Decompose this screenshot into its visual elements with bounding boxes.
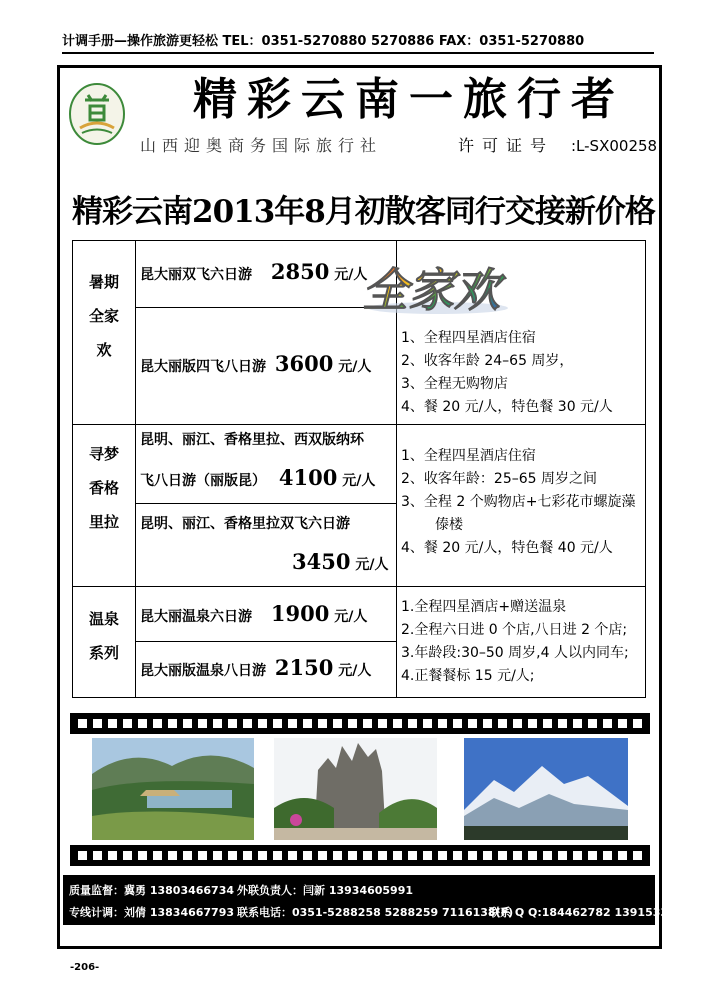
category-summer-family xyxy=(73,265,135,367)
route-name-cont: 飞八日游（丽版昆） xyxy=(140,473,266,489)
category-line: 寻梦 xyxy=(88,445,119,463)
license-label: 许可证号 xyxy=(458,136,555,155)
route-price: 2150 xyxy=(274,655,334,680)
contact-footer xyxy=(63,875,692,925)
feature-item: 1.全程四星酒店+赠送温泉 xyxy=(401,599,567,615)
category-hot-spring xyxy=(73,602,135,670)
agency-name: 山西迎奥商务国际旅行社 xyxy=(140,136,383,155)
feature-item: 2、收客年龄：25–65 周岁之间 xyxy=(401,471,597,487)
feature-item: 3.年龄段:30–50 周岁,4 人以内同车; xyxy=(401,645,629,661)
photo-strip xyxy=(70,735,650,845)
headline: 精彩云南2013年8月初散客同行交接新价格 xyxy=(72,194,655,230)
stone-forest-photo xyxy=(274,738,437,840)
feature-item: 2、收客年龄 24–65 周岁， xyxy=(401,353,574,369)
main-title: 精彩云南一旅行者 xyxy=(193,74,625,125)
features-group-1 xyxy=(401,327,613,419)
film-holes xyxy=(78,851,643,860)
table-divider xyxy=(135,641,396,642)
feature-item: 傣楼 xyxy=(435,517,463,533)
feature-item: 4、餐 20 元/人，特色餐 40 元/人 xyxy=(401,540,613,556)
price-unit: 元/人 xyxy=(342,473,376,489)
price-unit: 元/人 xyxy=(334,609,368,625)
table-divider xyxy=(135,241,136,697)
price-unit: 元/人 xyxy=(338,663,372,679)
feature-item: 2.全程六日进 0 个店,八日进 2 个店; xyxy=(401,622,628,638)
feature-item: 1、全程四星酒店住宿 xyxy=(401,330,536,346)
route-price: 3600 xyxy=(274,351,334,376)
table-divider xyxy=(73,424,645,425)
route-name: 昆大丽版温泉八日游 xyxy=(140,663,266,679)
license-number: :L-SX00258 xyxy=(571,137,658,155)
category-line: 欢 xyxy=(96,341,112,359)
category-line: 里拉 xyxy=(88,513,119,531)
route-row xyxy=(140,259,367,284)
feature-item: 4.正餐餐标 15 元/人; xyxy=(401,668,535,684)
route-name: 昆大丽温泉六日游 xyxy=(140,609,252,625)
lake-village-photo xyxy=(92,738,254,840)
film-holes xyxy=(78,719,643,728)
features-group-3 xyxy=(401,596,629,688)
table-divider xyxy=(73,586,645,587)
route-price: 2850 xyxy=(270,259,330,284)
route-price: 3450 xyxy=(292,549,351,574)
page-number: -206- xyxy=(70,962,100,973)
category-line: 全家 xyxy=(88,307,119,325)
top-contact-line: 计调手册—操作旅游更轻松 TEL：0351-5270880 5270886 FAX：0351-5270880 xyxy=(62,34,654,54)
route-price: 4100 xyxy=(278,465,338,490)
agency-logo-icon xyxy=(68,82,126,146)
route-name: 昆明、丽江、香格里拉、西双版纳环 xyxy=(140,432,364,448)
film-strip-top xyxy=(70,713,650,734)
table-divider xyxy=(135,307,396,308)
feature-item: 4、餐 20 元/人，特色餐 30 元/人 xyxy=(401,399,613,415)
snow-mountain-photo xyxy=(464,738,628,840)
category-line: 系列 xyxy=(88,644,119,662)
category-line: 暑期 xyxy=(88,273,119,291)
film-strip-bottom xyxy=(70,845,650,866)
feature-item: 1、全程四星酒店住宿 xyxy=(401,448,536,464)
qq-contact: 联系 Q Q:184462782 1391533002 xyxy=(489,906,692,919)
features-group-2 xyxy=(401,445,635,560)
price-unit: 元/人 xyxy=(338,359,372,375)
badge-text: 全家欢 xyxy=(362,263,500,317)
liaison-contact: 外联负责人：闫新 13934605991 xyxy=(237,884,414,897)
planner-contact: 专线计调：刘倩 13834667793 xyxy=(69,906,235,919)
agency-line xyxy=(140,134,658,158)
route-row xyxy=(140,601,367,626)
phone-contact: 联系电话：0351-5288258 5288259 7116138(F) xyxy=(237,906,514,919)
route-row xyxy=(140,655,371,680)
price-unit: 元/人 xyxy=(355,557,389,573)
quality-contact: 质量监督：冀勇 13803466734 xyxy=(69,884,235,897)
table-divider xyxy=(135,503,396,504)
family-fun-badge xyxy=(358,256,518,322)
route-row xyxy=(140,429,375,490)
route-row xyxy=(140,513,388,574)
route-name: 昆大丽版四飞八日游 xyxy=(140,359,266,375)
route-row xyxy=(140,351,371,376)
route-price: 1900 xyxy=(270,601,330,626)
feature-item: 3、全程无购物店 xyxy=(401,376,508,392)
category-shangri-la xyxy=(73,437,135,539)
route-name: 昆大丽双飞六日游 xyxy=(140,267,252,283)
price-unit: 元/人 xyxy=(334,267,368,283)
category-line: 香格 xyxy=(88,479,119,497)
route-name: 昆明、丽江、香格里拉双飞六日游 xyxy=(140,516,350,532)
category-line: 温泉 xyxy=(88,610,119,628)
feature-item: 3、全程 2 个购物店+七彩花市螺旋藻 xyxy=(401,494,636,510)
